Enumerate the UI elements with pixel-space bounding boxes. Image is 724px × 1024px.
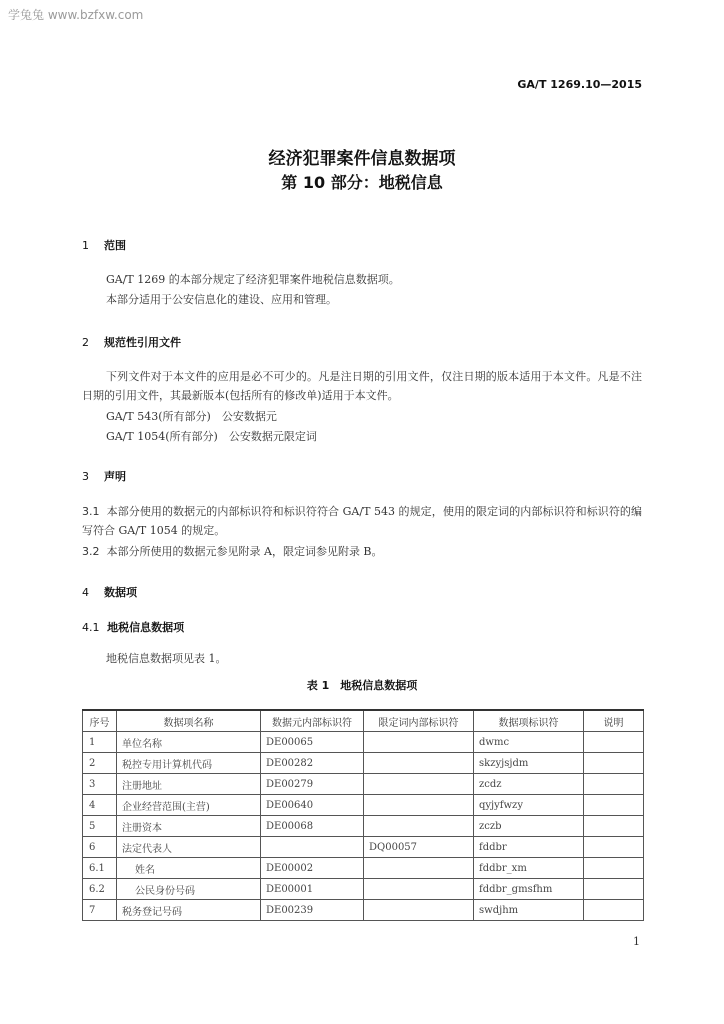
cell-element-id: DE00002 <box>261 858 364 879</box>
cell-qualifier-id <box>364 795 474 816</box>
section-4-heading <box>82 584 137 600</box>
table-row <box>83 816 644 837</box>
cell-item-name: 注册地址 <box>117 774 261 795</box>
cell-item-name: 姓名 <box>117 858 261 879</box>
cell-qualifier-id <box>364 732 474 753</box>
section-number: 2 <box>82 336 89 349</box>
cell-element-id: DE00640 <box>261 795 364 816</box>
cell-notes <box>584 858 644 879</box>
cell-notes <box>584 879 644 900</box>
cell-qualifier-id <box>364 879 474 900</box>
cell-item-identifier: zczb <box>474 816 584 837</box>
cell-qualifier-id <box>364 816 474 837</box>
cell-item-identifier: dwmc <box>474 732 584 753</box>
cell-seq: 6.1 <box>83 858 117 879</box>
table-row <box>83 837 644 858</box>
section-title: 声明 <box>104 470 126 483</box>
cell-item-name: 公民身份号码 <box>117 879 261 900</box>
header-seq: 序号 <box>83 710 117 732</box>
cell-notes <box>584 900 644 921</box>
cell-seq: 3 <box>83 774 117 795</box>
standard-number: GA/T 1269.10—2015 <box>517 78 642 91</box>
cell-notes <box>584 732 644 753</box>
section-3-heading <box>82 468 126 484</box>
document-title: 经济犯罪案件信息数据项 <box>268 149 456 169</box>
cell-element-id <box>261 837 364 858</box>
clause-3-2 <box>82 543 383 559</box>
section-2-heading <box>82 334 181 350</box>
cell-item-identifier: fddbr_xm <box>474 858 584 879</box>
cell-qualifier-id <box>364 753 474 774</box>
table-row <box>83 774 644 795</box>
subsection-4-1-heading <box>82 619 184 635</box>
clause-text: 本部分使用的数据元的内部标识符和标识符符合 GA/T 543 的规定，使用的限定词的内部标识符和标识符的编写符合 GA/T 1054 的规定。 <box>82 505 642 537</box>
cell-notes <box>584 795 644 816</box>
section-title: 范围 <box>104 239 126 252</box>
section-title: 规范性引用文件 <box>104 336 181 349</box>
cell-notes <box>584 837 644 858</box>
section-4-paragraph: 地税信息数据项见表 1。 <box>106 652 227 665</box>
header-notes: 说明 <box>584 710 644 732</box>
cell-element-id: DE00065 <box>261 732 364 753</box>
section-2-paragraph: 下列文件对于本文件的应用是必不可少的。凡是注日期的引用文件，仅注日期的版本适用于本文件。凡是不注日期的引用文件，其最新版本(包括所有的修改单)适用于本文件。 <box>82 370 642 402</box>
cell-seq: 7 <box>83 900 117 921</box>
section-number: 4 <box>82 586 89 599</box>
header-qualifier-id: 限定词内部标识符 <box>364 710 474 732</box>
subsection-title: 地税信息数据项 <box>107 621 185 634</box>
section-1-paragraph-2: 本部分适用于公安信息化的建设、应用和管理。 <box>106 293 337 306</box>
clause-number: 3.2 <box>82 545 100 558</box>
cell-seq: 1 <box>83 732 117 753</box>
cell-qualifier-id <box>364 858 474 879</box>
header-element-id: 数据元内部标识符 <box>261 710 364 732</box>
section-title: 数据项 <box>104 586 137 599</box>
cell-element-id: DE00239 <box>261 900 364 921</box>
cell-item-name: 注册资本 <box>117 816 261 837</box>
section-1-paragraph-1: GA/T 1269 的本部分规定了经济犯罪案件地税信息数据项。 <box>106 273 400 286</box>
table-row <box>83 753 644 774</box>
cell-notes <box>584 816 644 837</box>
clause-number: 3.1 <box>82 505 100 518</box>
section-number: 1 <box>82 239 89 252</box>
cell-item-identifier: swdjhm <box>474 900 584 921</box>
cell-item-identifier: skzyjsjdm <box>474 753 584 774</box>
table-row <box>83 879 644 900</box>
section-number: 3 <box>82 470 89 483</box>
table-row <box>83 732 644 753</box>
table-row <box>83 858 644 879</box>
cell-seq: 5 <box>83 816 117 837</box>
cell-seq: 2 <box>83 753 117 774</box>
cell-item-identifier: zcdz <box>474 774 584 795</box>
page-number: 1 <box>633 935 640 948</box>
clause-text: 本部分所使用的数据元参见附录 A，限定词参见附录 B。 <box>106 545 383 558</box>
reference-1: GA/T 543(所有部分) 公安数据元 <box>106 410 277 423</box>
section-1-heading <box>82 237 126 253</box>
watermark: 学兔兔 www.bzfxw.com <box>8 8 144 22</box>
cell-notes <box>584 753 644 774</box>
cell-element-id: DE00282 <box>261 753 364 774</box>
table-row <box>83 795 644 816</box>
cell-element-id: DE00001 <box>261 879 364 900</box>
cell-item-identifier: qyjyfwzy <box>474 795 584 816</box>
cell-item-identifier: fddbr_gmsfhm <box>474 879 584 900</box>
subsection-number: 4.1 <box>82 621 100 634</box>
reference-2: GA/T 1054(所有部分) 公安数据元限定词 <box>106 430 317 443</box>
document-subtitle: 第 10 部分：地税信息 <box>281 173 443 192</box>
cell-element-id: DE00068 <box>261 816 364 837</box>
cell-item-name: 单位名称 <box>117 732 261 753</box>
data-items-table <box>82 709 644 921</box>
cell-seq: 6.2 <box>83 879 117 900</box>
cell-qualifier-id: DQ00057 <box>364 837 474 858</box>
cell-qualifier-id <box>364 900 474 921</box>
cell-item-name: 税控专用计算机代码 <box>117 753 261 774</box>
cell-seq: 4 <box>83 795 117 816</box>
cell-item-identifier: fddbr <box>474 837 584 858</box>
cell-item-name: 税务登记号码 <box>117 900 261 921</box>
cell-item-name: 企业经营范围(主营) <box>117 795 261 816</box>
table-caption: 表 1 地税信息数据项 <box>306 679 418 692</box>
cell-notes <box>584 774 644 795</box>
cell-qualifier-id <box>364 774 474 795</box>
header-item-name: 数据项名称 <box>117 710 261 732</box>
cell-item-name: 法定代表人 <box>117 837 261 858</box>
header-item-identifier: 数据项标识符 <box>474 710 584 732</box>
cell-seq: 6 <box>83 837 117 858</box>
table-row <box>83 900 644 921</box>
clause-3-1 <box>82 502 642 540</box>
cell-element-id: DE00279 <box>261 774 364 795</box>
